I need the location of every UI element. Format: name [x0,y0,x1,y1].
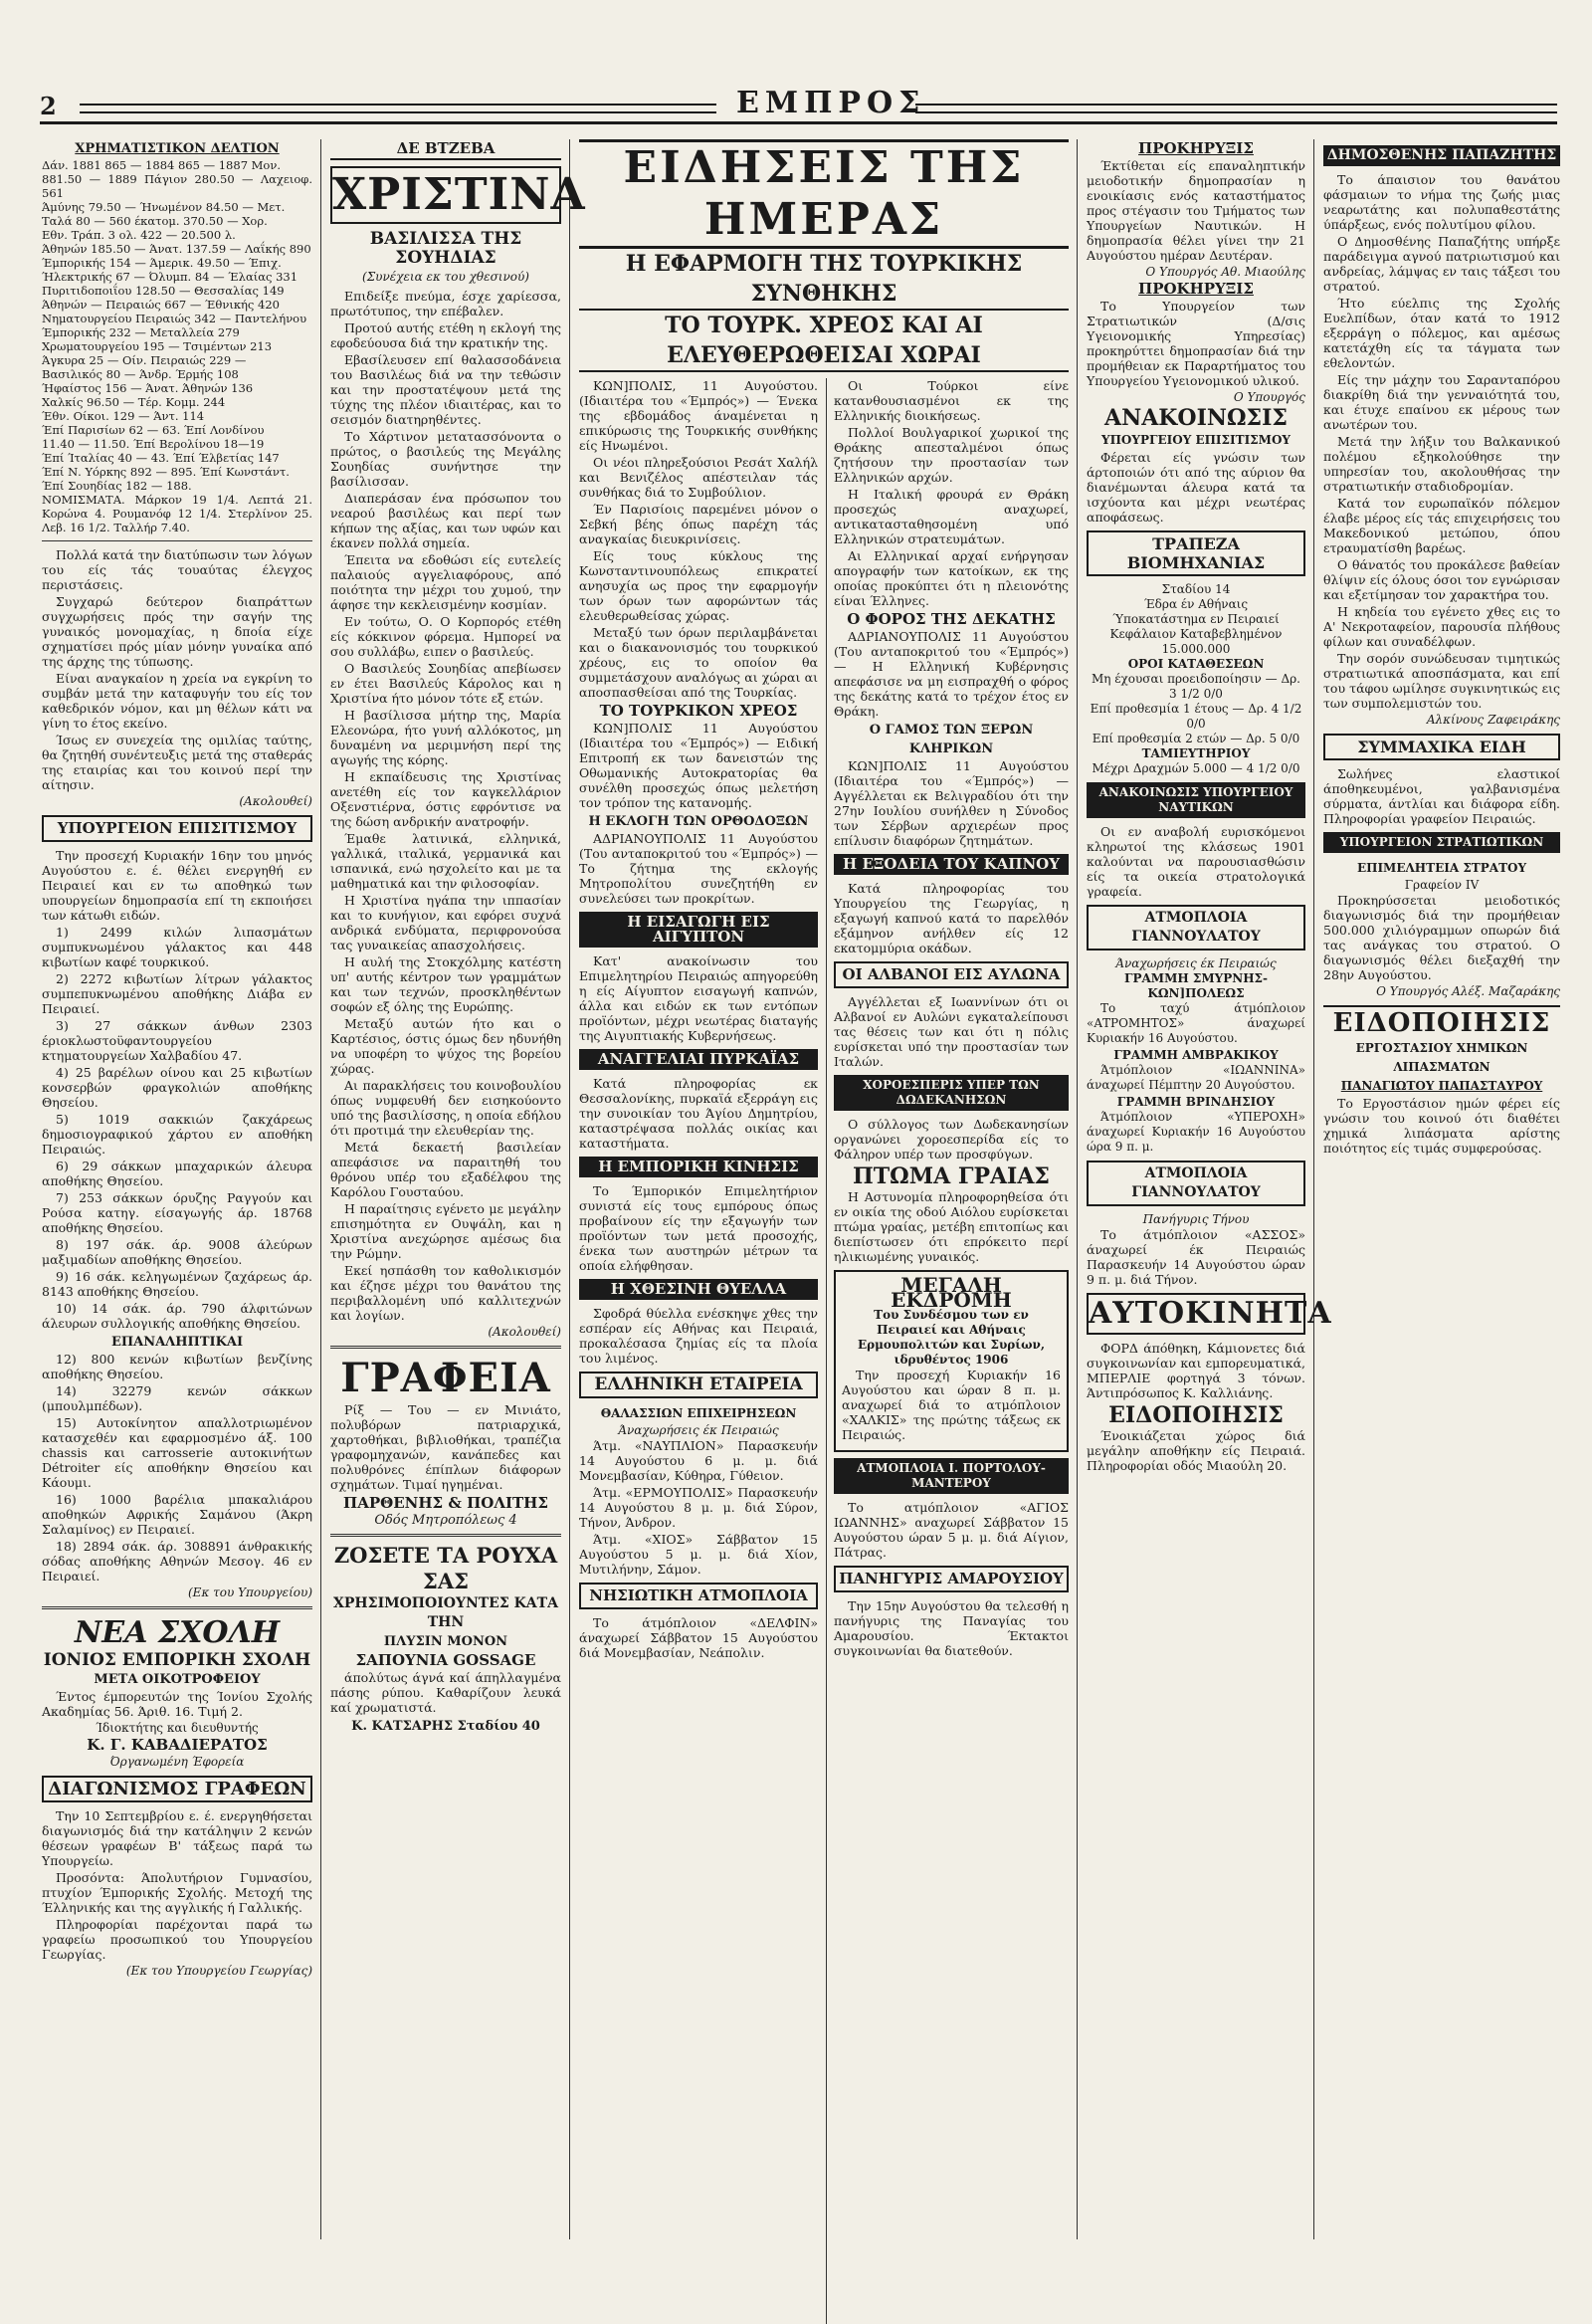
chem-title: ΕΙΔΟΠΟΙΗΣΙΣ [1323,1005,1560,1039]
cars-title: ΑΥΤΟΚΙΝΗΤΑ [1087,1293,1305,1335]
section-title: ΑΝΑΚΟΙΝΩΣΙΣ [1104,405,1288,431]
ship2-subtitle: Πανήγυρις Τήνου [1142,1212,1250,1226]
paragraph: Το ατμόπλοιον «ΑΓΙΟΣ ΙΩΑΝΝΗΣ» αναχωρεί Σάββατον 15 Αυγούστου ώραν 5 μ. μ. διά Αίγιον, Πάτρας. [834,1500,1069,1560]
school-subtitle: ΙΟΝΙΟΣ ΕΜΠΟΡΙΚΗ ΣΧΟΛΗ [43,1650,311,1670]
section-title: ΑΝΑΚΟΙΝΩΣΙΣ ΥΠΟΥΡΓΕΙΟΥ ΝΑΥΤΙΚΩΝ [1087,782,1305,818]
bank-line: Μη έχουσαι προειδοποίησιν — Δρ. 3 1/2 0/0 [1091,672,1300,701]
ship-line: ΓΡΑΜΜΗ ΒΡΙΝΔΗΣΙΟΥ [1116,1095,1276,1109]
column-divider [1077,139,1078,2239]
market-list [42,158,312,534]
paragraph: Η Χριστίνα ηγάπα την ιππασίαν και το κυνήγιον, και εφόρει συχνά ανδρικά ενδύματα, περιφρονούσα τας γυναικείας απασχολήσεις. [330,893,561,952]
paragraph: Αι παρακλήσεις του κοινοβουλίου όπως νυμφευθή δεν εισηκούοντο υπό της βασιλίσσης, η οποία εδήλου ότι προτιμά την ελευθερίαν της. [330,1078,561,1138]
column-divider [569,139,570,2239]
paragraph: Οι Τούρκοι είνε κατανθουσιασμένοι εκ της Ελληνικής διοικήσεως. [834,378,1069,423]
paragraph: 9) 16 σάκ. κεληγωμένων ζαχάρεως άρ. 8143 αποθήκης Θησείου. [42,1269,312,1299]
paragraph: Οι νέοι πληρεξούσιοι Ρεσάτ Χαλήλ και Βενιζέλος απέστειλαν τάς συνθήκας διά το Συμβούλιον. [579,455,818,500]
paragraph: Το άτμόπλοιον «ΑΣΣΟΣ» άναχωρεί έκ Πειραιώς Παρασκευήν 14 Αυγούστου ώραν 9 π. μ. διά Τήνον. [1087,1227,1305,1287]
paragraph: Ίσως εν συνεχεία της ομιλίας ταύτης, θα ζητηθή συνέντευξις μετά της σταθεράς της εταιρίας και του κοινού περί την αίτησιν. [42,733,312,792]
paragraph: Οι εν αναβολή ευρισκόμενοι κληρωτοί της κλάσεως 1901 καλούνται να παρουσιασθώσιν είς τα οικεία στρατολογικά γραφεία. [1087,824,1305,899]
section-title: ΤΡΑΠΕΖΑ ΒΙΟΜΗΧΑΝΙΑΣ [1087,530,1305,576]
paragraph: Είναι αναγκαίον η χρεία να εγκρίνη το συμβάν μετά την καταφυγήν του είς τον καθεδρικόν νόμον, και μη θέλων κάτι να γίνη το έτος εκείνο. [42,671,312,731]
section-title: Η ΕΜΠΟΡΙΚΗ ΚΙΝΗΣΙΣ [579,1157,818,1177]
paragraph: ΚΩΝ]ΠΟΛΙΣ 11 Αυγούστου (Ιδιαιτέρα του «Έμπρός») — Αγγέλλεται εκ Βελιγραδίου ότι την 27ην Ιουλίου συνήλθεν η Σύνοδος των Σέρβων αρχιερέων προς επίλυσιν διαφόρων ζητημάτων. [834,758,1069,848]
market-line: Ήφαίστος 156 — Άνατ. Άθηνών 136 [42,381,254,395]
market-line: 881.50 — 1889 Πάγιον 280.50 — Λαχειοφ. 561 [42,172,312,200]
signature: (Ακολουθεί) [488,1325,561,1339]
paragraph: Πολλά κατά την διατύπωσιν των λόγων του είς τάς τουαύτας έλεγχος περιστάσεις. [42,547,312,592]
section-title: ΧΟΡΟΕΣΠΕΡΙΣ ΥΠΕΡ ΤΩΝ ΔΩΔΕΚΑΝΗΣΩΝ [834,1075,1069,1111]
paragraph: Μετά την λήξιν του Βαλκανικού πολέμου εξηκολούθησε την υπηρεσίαν του, ακολουθήσας την στρατιωτικήν σταδιοδρομίαν. [1323,434,1560,494]
paragraph: Είς την μάχην του Σαρανταπόρου διακρίθη διά την γενναιότητά του, και έτυχε επαίνου εκ μέρους των ανωτέρων του. [1323,372,1560,432]
section-title: ΑΤΜΟΠΛΟΙΑ Ι. ΠΟΡΤΟΛΟΥ-ΜΑΝΤΕΡΟΥ [834,1458,1069,1494]
school-director: Κ. Γ. ΚΑΒΑΔΙΕΡΑΤΟΣ [87,1736,268,1754]
subcolumn-divider [826,378,827,2324]
news-left [579,378,818,2324]
section-title: ΠΑΝΗΓΥΡΙΣ ΑΜΑΡΟΥΣΙΟΥ [834,1566,1069,1592]
section-title: ΔΙΑΓΩΝΙΣΜΟΣ ΓΡΑΦΕΩΝ [42,1776,312,1802]
paragraph: Η βασίλισσα μήτηρ της, Μαρία Ελεονώρα, ήτο γυνή αλλόκοτος, μη δυναμένη να μεριμνήση περί της αγωγής της κόρης. [330,708,561,767]
market-line: Έμπορικής 232 — Μεταλλεία 279 [42,325,240,339]
paragraph: Έκτίθεται είς επαναληπτικήν μειοδοτικήν δημοπρασίαν η ενοικίασις ενός καταστήματος προς στέγασιν του Τμήματος των Υπουργείων Ναυτικών. Η δημοπρασία θέλει γίνει την 21 Αυγούστου ημέραν Δευτέραν. [1087,158,1305,263]
column-header: ΔΕ ΒΤΖΕΒΑ [330,139,561,160]
signature: (Ακολουθεί) [239,794,312,808]
paragraph: Έμαθε λατινικά, ελληνικά, γαλλικά, ιταλικά, γερμανικά και ισπανικά, ενώ ησχολείτο και με τα μαθηματικά και την φιλοσοφίαν. [330,831,561,891]
shipping-subtitle: ΘΑΛΑΣΣΙΩΝ ΕΠΙΧΕΙΡΗΣΕΩΝ [600,1406,797,1420]
paragraph: Η εκπαίδευσις της Χριστίνας ανετέθη είς τον καγκελλάριον Οξενστιέρνα, όστις εφρόντισε να της δώση ανδρικήν ανατροφήν. [330,769,561,829]
paragraph: Κατ' ανακοίνωσιν του Επιμελητηρίου Πειραιώς απηγορεύθη η είς Αίγυπτον εισαγωγή καπνών, άλλα και ειδών εκ των εντόπων προϊόντων, μέχρι νεωτέρας διαταγής της Αιγυπτιακής Κυβερνήσεως. [579,953,818,1043]
paragraph: 15) Αυτοκίνητον απαλλοτριωμένον κατασχεθέν και εφαρμοσμένο άξ. 100 chassis και carrosserie αυτοκινήτων Détroiter είς αποθήκην Θησείου και Κάουμι. [42,1415,312,1490]
announce-subtitle: ΥΠΟΥΡΓΕΙΟΥ ΕΠΙΣΙΤΙΣΜΟΥ [1101,433,1291,447]
paragraph: Το άτμόπλοιον «ΔΕΛΦΙΝ» άναχωρεί Σάββατον 15 Αυγούστου διά Μονεμβασίαν, Νεάπολιν. [579,1615,818,1660]
market-line: Νηματουργείου Πειραιώς 342 — Παντελήνου [42,312,307,325]
subsection-title: ΤΟ ΤΟΥΡΚΙΚΟΝ ΧΡΕΟΣ [599,702,798,720]
paragraph: Έπειτα να εδοθώσι είς ευτελείς παλαιούς αγγελιαφόρους, από ποιότητα την μέχρι του χυμού, την άφησε την κεκλεισμένην κοσμίαν. [330,552,561,612]
paragraph: Κατά πληροφορίας εκ Θεσσαλονίκης, πυρκαϊά εξερράγη εις την συνοικίαν του Άγίου Δημητρίου, καταστρέψασα πολλάς οικίας και καταστήματα. [579,1076,818,1151]
paragraph: 7) 253 σάκκων όρυζης Ραγγούν και Ρούσα κατηγ. είσαγωγής άρ. 18768 αποθήκης Θησείου. [42,1190,312,1235]
section-title: Η ΕΞΟΔΕΙΑ ΤΟΥ ΚΑΠΝΟΥ [834,854,1069,875]
page-number: 2 [40,92,57,120]
ship-line: Άτμόπλοιον «ΥΠΕΡΟΧΗ» άναχωρεί Κυριακήν 16 Αυγούστου ώρα 9 π. μ. [1087,1110,1305,1154]
column-2 [330,139,586,2239]
paragraph: 5) 1019 σακκιών ζακχάρεως δημοσιογραφικού χάρτου εν αποθήκη Πειραιώς. [42,1112,312,1157]
market-line: Βασιλικός 80 — Άνδρ. Έρμής 108 [42,367,239,381]
ship-line: Άναχωρήσεις έκ Πειραιώς [1115,956,1277,970]
section-title: ΕΛΛΗΝΙΚΗ ΕΤΑΙΡΕΙΑ [579,1372,818,1398]
paragraph: 4) 25 βαρέλων οίνου και 25 κιβωτίων κονσερβών φραγκολιών αποθήκης Θησείου. [42,1065,312,1110]
section-title: Η ΧΘΕΣΙΝΗ ΘΥΕΛΛΑ [579,1279,818,1300]
paragraph: 14) 32279 κενών σάκκων (μπουλμπέδων). [42,1383,312,1413]
separator [330,1346,561,1349]
story-title: ΧΡΙΣΤΙΝΑ [330,166,561,224]
market-line: Έπί Σουηδίας 182 — 188. [42,479,192,493]
paragraph: Ήτο εύελπις της Σχολής Ευελπίδων, όταν κατά το 1912 εξερράγη ο πόλεμος, και αμέσως κατετάχθη είς τα τάγματα των εθελοντών. [1323,296,1560,370]
paragraph: Την προσεχή Κυριακήν 16 Αυγούστου και ώραν 8 π. μ. αναχωρεί διά το ατμόπλοιον «ΧΑΛΚΙΣ» της πρώτης τάξεως εκ Πειραιώς. [842,1368,1061,1442]
section-title: ΥΠΟΥΡΓΕΙΟΝ ΕΠΙΣΙΤΙΣΜΟΥ [42,815,312,842]
paragraph: ΑΔΡΙΑΝΟΥΠΟΛΙΣ 11 Αυγούστου (Του ανταποκριτού του «Έμπρός») — Το ζήτημα της εκλογής Μητροπολίτου συνεζητήθη εν συνελεύσει των προκρίτων. [579,831,818,906]
section-title: ΟΙ ΑΛΒΑΝΟΙ ΕΙΣ ΑΥΛΩΝΑ [834,961,1069,988]
paragraph: Συγχαρώ δεύτερον διαπράττων συγχωρήσεις πρός την σαγήν της γυναικός μονομαχίας, η δποία είχε σχηματίσει πρός μίαν μόνην γυναίκα από της άρχης της τύπωσης. [42,594,312,669]
ship-line: Το ταχύ άτμόπλοιον «ΑΤΡΟΜΗΤΟΣ» άναχωρεί Κυριακήν 16 Αυγούστου. [1087,1001,1305,1045]
paragraph: Μεταξύ αυτών ήτο και ο Καρτέσιος, όστις όμως δεν ηδυνήθη να υποφέρη το ψύχος της βορείου χώρας. [330,1016,561,1076]
school-subtitle-2: ΜΕΤΑ ΟΙΚΟΤΡΟΦΕΙΟΥ [94,1672,261,1687]
paragraph: Έντος έμπορευτών της Ίονίου Σχολής Ακαδημίας 56. Άριθ. 16. Τιμή 2. [42,1689,312,1719]
paragraph: Μεταξύ των όρων περιλαμβάνεται και ο διακανονισμός του τουρκικού χρέους, εις το οποίον θα συμμετάσχουν αναλόγως αι χώραι αι αποσπασθείσαι από της Τουρκίας. [579,625,818,700]
paragraph: Έν Παρισίοις παρεμένει μόνον ο Σεβκή βέης όπως παρέχη τάς αναγκαίας διευκρινίσεις. [579,502,818,546]
paragraph: Σφοδρά θύελλα ενέσκηψε χθες την εσπέραν είς Αθήνας και Πειραιά, προκαλέσασα ζημίας είς τα πλοία του λιμένος. [579,1306,818,1366]
paragraph: Η αυλή της Στοκχόλμης κατέστη υπ' αυτής κέντρον των γραμμάτων και των τεχνών, προσκληθέντων σοφών εξ όλης της Ευρώπης. [330,954,561,1014]
signature: Αλκίνους Ζαφειράκης [1426,713,1560,727]
masthead [40,86,1557,124]
paragraph: Εκεί ησπάσθη τον καθολικισμόν και έζησε μέχρι του θανάτου της περιβαλλομένη υπό καλλιτεχνών και λογίων. [330,1263,561,1323]
paragraph: Το Υπουργείον των Στρατιωτικών (Δ/σις Υγειονομικής Υπηρεσίας) προκηρύττει δημοπρασίαν διά την προμήθειαν εκ Παραρτήματος του Υπουργείου Υγειονομικού υλικού. [1087,299,1305,388]
story-note: (Συνέχεια εκ του χθεσινού) [362,270,529,284]
separator [330,1534,561,1537]
chem-subtitle: ΕΡΓΟΣΤΑΣΙΟΥ ΧΗΜΙΚΩΝ ΛΙΠΑΣΜΑΤΩΝ [1355,1041,1528,1074]
paragraph: 12) 800 κενών κιβωτίων βενζίνης αποθήκης Θησείου. [42,1352,312,1381]
excursion-title: ΜΕΓΑΛΗ ΕΚΔΡΟΜΗ [891,1273,1012,1312]
market-title: ΧΡΗΜΑΤΙΣΤΙΚΟΝ ΔΕΛΤΙΟΝ [75,141,280,156]
paragraph: Την προσεχή Κυριακήν 16ην του μηνός Αυγούστου ε. έ. θέλει ενεργηθή εν Πειραιεί και εν τω αποθηκώ των υπουργείων δημοπρασία επί τη εκποιήσει των κάτωθι ειδών. [42,848,312,923]
signature: Ο Υπουργός [1233,390,1305,404]
subsection-title: ΕΠΑΝΑΛΗΠΤΙΚΑΙ [110,1335,244,1350]
paragraph: Η Αστυνομία πληροφορηθείσα ότι εν οικία της οδού Αιόλου ευρίσκεται πτώμα γραίας, μετέβη επιτοπίως και διεπίστωσεν ότι επρόκειτο περί ηλικιωμένης γυναικός. [834,1189,1069,1264]
market-line: Ταλά 80 — 560 έκατομ. 370.50 — Χορ. [42,214,268,228]
paragraph: ΑΔΡΙΑΝΟΥΠΟΛΙΣ 11 Αυγούστου (Του ανταποκριτού του «Έμπρός») — Η Ελληνική Κυβέρνησις απεφάσισε να μη εισπραχθή ο φόρος της δεκάτης κατά το τρέχον έτος εν Θράκη. [834,629,1069,719]
school-director-label: Ίδιοκτήτης και διευθυντής [96,1721,259,1735]
subsection-title: Η ΕΚΛΟΓΗ ΤΩΝ ΟΡΘΟΔΟΞΩΝ [588,814,809,829]
column-1 [42,139,312,2239]
market-line: Άμύνης 79.50 — Ήνωμένον 84.50 — Μετ. [42,200,286,214]
army-subtitle: ΕΠΙΜΕΛΗΤΕΙΑ ΣΤΡΑΤΟΥ [1356,861,1527,875]
paragraph: Το Εργοστάσιον ημών φέρει είς γνώσιν του κοινού ότι διαθέτει χημικά λιπάσματα αρίστης ποιότητος είς τιμάς συμφερούσας. [1323,1096,1560,1156]
paragraph: Την 10 Σεπτεμβρίου ε. έ. ενεργηθήσεται διαγωνισμός διά την κατάληψιν 2 κενών θέσεων γραφέων Β' τάξεως παρά τω Υπουργείω. [42,1808,312,1868]
soap-title: ΖΟΣΕΤΕ ΤΑ ΡΟΥΧΑ ΣΑΣ [333,1543,558,1593]
market-line: Άγκυρα 25 — Οίν. Πειραιώς 229 — [42,353,247,367]
paragraph: Ο Βασιλεύς Σουηδίας απεβίωσεν εν έτει Βασιλεύς Κάρολος και η Χριστίνα ήτο μόνον τότε εξ ετών. [330,661,561,706]
column-5 [1323,139,1560,2239]
paragraph: 6) 29 σάκκων μπαχαρικών άλευρα αποθήκης Θησείου. [42,1159,312,1188]
headline-1: Η ΕΦΑΡΜΟΓΗ ΤΗΣ ΤΟΥΡΚΙΚΗΣ ΣΥΝΘΗΚΗΣ [579,249,1069,311]
paragraph: 10) 14 σάκ. άρ. 790 άλφιτώνων άλευρων συλλογικής αποθήκης Θησείου. [42,1301,312,1331]
paragraph: 1) 2499 κιλών λιπασμάτων συμπυκνωμένου γάλακτος και 448 κιβωτίων καφέ τουρκικού. [42,925,312,969]
market-line: Ήλεκτρικής 67 — Όλυμπ. 84 — Έλαίας 331 [42,270,298,284]
paragraph: 16) 1000 βαρέλια μπακαλιάρου αποθηκών Αφρικής Σαμάνου (Άκρη Σαλαμίνος) εν Πειραιεί. [42,1492,312,1537]
market-line: Δάν. 1881 865 — 1884 865 — 1887 Μον. [42,158,282,172]
market-line: Εθν. Τράπ. 3 ολ. 422 — 20.500 λ. [42,228,236,242]
paragraph: ΦΟΡΔ άπόθηκη, Κάμιονετες διά συγκοινωνίαν και εμπορευματικά, ΜΠΕΡΛΙΕ φορτηγά 3 τόνων. Άντιπρόσωπος Κ. Καλλιάνης. [1087,1341,1305,1400]
signature: (Εκ του Υπουργείου Γεωργίας) [125,1964,312,1978]
section-title: ΣΥΜΜΑΧΙΚΑ ΕΙΔΗ [1323,734,1560,760]
paragraph: ΚΩΝ]ΠΟΛΙΣ 11 Αυγούστου (Ιδιαιτέρα του «Έμπρός») — Ειδική Επιτροπή εκ των δανειστών της Οθωμανικής Αυτοκρατορίας θα συνέλθη προσεχώς όπως μελετήση τον τρόπον της κατανομής. [579,721,818,810]
market-line: Χαλκίς 96.50 — Τέρ. Κομμ. 244 [42,395,226,409]
paragraph: άπολύτως άγνά καί άπηλλαγμένα πάσης ρύπου. Καθαρίζουν λευκά καί χρωματιστά. [330,1670,561,1715]
section-title: ΠΡΟΚΗΡΥΞΙΣ [1138,280,1254,298]
soap-subtitle-2: ΠΛΥΣΙΝ ΜΟΝΟΝ [383,1634,508,1649]
soap-subtitle: ΧΡΗΣΙΜΟΠΟΙΟΥΝΤΕΣ ΚΑΤΑ ΤΗΝ [333,1595,558,1630]
ship-line: ΓΡΑΜΜΗ ΣΜΥΡΝΗΣ-ΚΩΝ]ΠΟΛΕΩΣ [1123,971,1269,1000]
paragraph: 2) 2272 κιβωτίων λίτρων γάλακτος συμπεπυκνωμένου αποθήκης Διάβα εν Πειραιεί. [42,971,312,1016]
news-subcolumns [579,378,1069,2324]
market-line: Έθν. Οίκοι. 129 — Άντ. 114 [42,409,205,423]
paragraph: Φέρεται είς γνώσιν των άρτοποιών ότι από της αύριον θα διανέμωνται άλευρα κατά τα ισχύοντα και μέχρι νεωτέρας αποφάσεως. [1087,450,1305,525]
bank-line: Σταδίου 14 [1161,582,1231,596]
bank-terms [1087,582,1305,776]
news-banner [579,139,1069,372]
paragraph: Κατά τον ευρωπαϊκόν πόλεμον έλαβε μέρος είς τάς επιχειρήσεις του Μακεδονικού μετώπου, όπου ετραυματίσθη βαρέως. [1323,496,1560,555]
ship-line: ΓΡΑΜΜΗ ΑΜΒΡΑΚΙΚΟΥ [1113,1048,1279,1062]
paragraph: Εβασίλευσεν επί θαλασσοδάνεια του Βασιλέως διά να την τεθώσιν και την προστατέψουν μετά της τύχης της πλέον ιδιαιτέρας, και το σεισμόν διατηρηθέντες. [330,352,561,427]
market-line: Άθηνών 185.50 — Άνατ. 137.59 — Λαΐκής 890 [42,242,311,256]
section-title: ΑΤΜΟΠΛΟΙΑ ΓΙΑΝΝΟΥΛΑΤΟΥ [1087,905,1305,951]
signature: Ο Υπουργός Αθ. Μιαούλης [1145,265,1305,279]
market-line: Έπί Παρισίων 62 — 63. Έπί Λονδίνου [42,423,265,437]
shipping-line: Άτμ. «ΝΑΥΠΛΙΟΝ» Παρασκευήν 14 Αυγούστου 6 μ. μ. διά Μονεμβασίαν, Κύθηρα, Γύθειον. [579,1438,818,1483]
subsection-title: Ο ΓΑΜΟΣ ΤΩΝ ΞΕΡΩΝ ΚΛΗΡΙΚΩΝ [869,723,1034,756]
paragraph: Αι Ελληνικαί αρχαί ενήργησαν απογραφήν των κατοίκων, εκ της οποίας προκύπτει ότι η πλειονότης είναι Έλληνες. [834,548,1069,608]
section-title: Η ΕΙΣΑΓΩΓΗ ΕΙΣ ΑΙΓΥΠΤΟΝ [579,912,818,948]
paragraph: Την 15ην Αυγούστου θα τελεσθή η πανήγυρις της Παναγίας του Αμαρουσίου. Έκτακτοι συγκοινωνίαι θα διατεθούν. [834,1598,1069,1658]
paragraph: Εν τούτω, Ο. Ο Κορπορός ετέθη είς κόκκινον φόρεμα. Ημπορεί να σου συλλάβω, ειπεν ο βασιλεύς. [330,614,561,659]
excursion-box [834,1270,1069,1452]
shipping-line: Άτμ. «ΧΙΟΣ» Σάββατον 15 Αυγούστου 5 μ. μ. διά Χίον, Μυτιλήνην, Σάμον. [579,1532,818,1577]
obituary-title: ΔΗΜΟΣΘΕΝΗΣ ΠΑΠΑΖΗΤΗΣ [1323,145,1560,166]
separator [42,1606,312,1609]
paragraph: Η Ιταλική φρουρά εν Θράκη προσεχώς αναχωρεί, αντικατασταθησομένη υπό Ελληνικών στρατευμάτων. [834,487,1069,546]
market-line: Άθηνών — Πειραιώς 667 — Έθνικής 420 [42,298,280,312]
masthead-rule-right [915,104,1557,113]
paragraph: Ένοικιάζεται χώρος διά μεγάλην αποθήκην είς Πειραιά. Πληροφορίαι οδός Μιαούλη 20. [1087,1428,1305,1473]
army-subtitle-2: Γραφείον IV [1404,878,1480,892]
paragraph: Προκηρύσσεται μειοδοτικός διαγωνισμός διά την προμήθειαν 500.000 χιλιόγραμμων οπωρών διά τας ανάγκας του στρατού. Ο διαγωνισμός θέλει διεξαχθή την 28ην Αυγούστου. [1323,893,1560,982]
bank-line: ΤΑΜΙΕΥΤΗΡΙΟΥ [1141,746,1251,760]
shipping-line: Άναχωρήσεις έκ Πειραιώς [618,1423,779,1437]
paragraph: Το άπαισιον του θανάτου φάσμαιων το νήμα της ζωής μιας νεαρωτάτης και πολυπαθεστάτης ύπάρξεως, ενός πολυτίμου φίλου. [1323,172,1560,232]
column-divider [1313,139,1314,2239]
separator [42,540,312,541]
paper-name: ΕΜΠΡΟΣ [736,86,926,120]
signature: (Εκ του Υπουργείου) [188,1585,312,1599]
paragraph: Την σορόν συνώδευσαν τιμητικώς στρατιωτικά αποσπάσματα, και επί του τάφου ωμίλησε συγκινητικώς εις των συμπολεμιστών του. [1323,651,1560,711]
section-title: ΠΡΟΚΗΡΥΞΙΣ [1138,139,1254,157]
paragraph: Η κηδεία του εγένετο χθες εις το Α' Νεκροταφείον, παρουσία πλήθους φίλων και συναδέλφων. [1323,604,1560,649]
excursion-subtitle: Του Συνδέσμου των εν Πειραιεί και Αθήναις Ερμουπολιτών και Συρίων, ιδρυθέντος 1906 [858,1308,1045,1367]
bank-line: Επί προθεσμία 2 ετών — Δρ. 5 0/0 [1092,732,1300,745]
paragraph: Σωλήνες ελαστικοί άποθηκευμένοι, γαλβανισμένα σύρματα, άντλίαι και διάφορα είδη. Πληροφορίαι γραφείον Πειραιώς. [1323,766,1560,826]
paragraph: Επιδείξε πνεύμα, έσχε χαρίεσσα, πρωτότυπος, την επέβαλεν. [330,289,561,318]
section-title: ΠΤΩΜΑ ΓΡΑΙΑΣ [853,1163,1050,1189]
market-line: 11.40 — 11.50. Έπί Βερολίνου 18—19 [42,437,265,451]
paragraph: 8) 197 σάκ. άρ. 9008 άλεύρων μαξιμαδίων αποθήκης Θησείου. [42,1237,312,1267]
market-line: Έπί Ίταλίας 40 — 43. Έπί Έλβετίας 147 [42,451,280,465]
market-line: Έπί Ν. Υόρκης 892 — 895. Έπί Κωνστάντ. [42,465,290,479]
paragraph: Αγγέλλεται εξ Ιωαννίνων ότι οι Αλβανοί εν Αυλώνι εγκαταλείπουσι τας θέσεις των και ότι η πόλις ευρίσκεται υπό την προστασίαν των Ιταλών. [834,994,1069,1069]
paragraph: Προτού αυτής ετέθη η εκλογή της εφοδεύουσα διά την κρατικήν της. [330,320,561,350]
paragraph: Ρίξ — Του — εν Μινιάτο, πολυβόρων πατριαρχικά, χαρτοθήκαι, βιβλιοθήκαι, τραπέζια γραφομηχανών, κανάπεδες και πολυθρόνες έπίπλων διάφορων σχημάτων. Τιμαί ηγημέναι. [330,1402,561,1492]
ship1-lines [1087,956,1305,1155]
paragraph: Ο Δημοσθένης Παπαζήτης υπήρξε παράδειγμα αγνού πατριωτισμού και ανδρείας, λάμψας εν ταις τάξεσι του στρατού. [1323,234,1560,294]
section-title: ΑΤΜΟΠΛΟΙΑ ΓΙΑΝΝΟΥΛΑΤΟΥ [1087,1161,1305,1206]
section-title: ΕΙΔΟΠΟΙΗΣΙΣ [1108,1402,1284,1428]
paragraph: ΚΩΝ]ΠΟΛΙΣ, 11 Αυγούστου. (Ιδιαιτέρα του «Έμπρός») — Ένεκα της εβδομάδος άναμένεται η επικύρωσις της Τουρκικής συνθήκης είς Ηνωμένοι. [579,378,818,453]
offices-address: Οδός Μητροπόλεως 4 [374,1513,517,1528]
story-subtitle: ΒΑΣΙΛΙΣΣΑ ΤΗΣ ΣΟΥΗΔΙΑΣ [369,229,522,268]
offices-title: ΓΡΑΦΕΙΑ [340,1355,551,1401]
bank-line: Κεφάλαιον Καταβεβλημένον 15.000.000 [1109,627,1283,656]
column-3 [579,139,1069,2239]
bank-line: Έδρα έν Αθήναις [1143,597,1249,611]
market-line: Πυριτιδοποιΐου 128.50 — Θεσσαλίας 149 [42,284,285,298]
paragraph: Το Χάρτινον μετατασσόνοντα ο πρώτος, ο βασιλεύς της Μεγάλης Σουηδίας συνήντησε την βασίλισσαν. [330,429,561,489]
headline-2: ΤΟ ΤΟΥΡΚ. ΧΡΕΟΣ ΚΑΙ ΑΙ ΕΛΕΥΘΕΡΩΘΕΙΣΑΙ ΧΩΡΑΙ [579,311,1069,372]
paragraph: 3) 27 σάκκων άνθων 2303 έριοκλωστοϋφαντουργείου κτηματουργείων Χαλβαδίου 47. [42,1018,312,1063]
soap-brand: ΣΑΠΟΥΝΙΑ GOSSAGE [355,1651,536,1669]
paragraph: Η παραίτησις εγένετο με μεγάλην επισημότητα εν Ουψάλη, και η Χριστίνα ανεχώρησε αμέσως δια την Ρώμην. [330,1201,561,1261]
bank-line: Ύποκατάστημα εν Πειραιεί [1112,612,1280,626]
bank-line: Μέχρι Δραχμών 5.000 — 4 1/2 0/0 [1092,761,1300,775]
shipping-line: Άτμ. «ΕΡΜΟΥΠΟΛΙΣ» Παρασκευήν 14 Αυγούστου 8 μ. μ. διά Σύρον, Τήνον, Άνδρον. [579,1485,818,1530]
subsection-title: Ο ΦΟΡΟΣ ΤΗΣ ΔΕΚΑΤΗΣ [847,610,1056,628]
news-right [834,378,1069,2324]
paragraph: Ο σύλλογος των Δωδεκανησίων οργανώνει χοροεσπερίδα είς το Φάληρον υπέρ των προσφύγων. [834,1117,1069,1162]
signature: Ο Υπουργός Αλέξ. Μαζαράκης [1376,984,1560,998]
paragraph: Πολλοί Βουλγαρικοί χωρικοί της Θράκης απεσταλμένοι όπως ζητήσουν την προστασίαν των Ελληνικών αρχών. [834,425,1069,485]
paragraph: Κατά πληροφορίας του Υπουργείου της Γεωργίας, η εξαγωγή καπνού κατά το παρελθόν εξάμηνον ανήλθεν είς 12 εκατομμύρια οκάδων. [834,881,1069,955]
paragraph: Πληροφορίαι παρέχονται παρά τω γραφείω προσωπικού του Υπουργείου Γεωργίας. [42,1917,312,1962]
ship-line: Άτμόπλοιον «ΙΩΑΝΝΙΝΑ» άναχωρεί Πέμπτην 20 Αυγούστου. [1087,1063,1305,1092]
market-line: Χρωματουργείου 195 — Τσιμέντων 213 [42,339,273,353]
paragraph: Το Έμπορικόν Επιμελητήριον συνιστά είς τους εμπόρους όπως προβαίνουν είς την εξαγωγήν των προϊόντων των μετά προσοχής, ένεκα των αυστηρών μέτρων τα οποία ελήφθησαν. [579,1183,818,1273]
bank-line: ΟΡΟΙ ΚΑΤΑΘΕΣΕΩΝ [1127,657,1265,671]
market-coins: ΝΟΜΙΣΜΑΤΑ. Μάρκον 19 1/4. Λεπτά 21. Κορώνα 4. Ρουμανόφ 12 1/4. Στερλίνον 25. Λεβ. 16 1/2. Ταλλήρ 7.40. [42,493,312,534]
bank-line: Επί προθεσμία 1 έτους — Δρ. 4 1/2 0/0 [1090,702,1302,731]
masthead-rule-left [80,104,716,113]
section-title: ΝΗΣΙΩΤΙΚΗ ΑΤΜΟΠΛΟΙΑ [579,1583,818,1609]
news-banner-title: ΕΙΔΗΣΕΙΣ ΤΗΣ ΗΜΕΡΑΣ [579,139,1069,249]
paragraph: Ο θάνατός του προκάλεσε βαθείαν θλίψιν είς όλους όσοι τον εγνώρισαν και εξετίμησαν τον χαρακτήρα του. [1323,557,1560,602]
paragraph: Διαπεράσαν ένα πρόσωπον του νεαρού βασιλέως και περί των κήπων της αξίας, και των υφών και έκανεν πολλά σημεία. [330,491,561,550]
school-title: ΝΕΑ ΣΧΟΛΗ [74,1615,281,1650]
paragraph: Μετά δεκαετή βασιλείαν απεφάσισε να παραιτηθή του θρόνου υπέρ του εξαδέλφου της Καρόλου Γουσταύου. [330,1140,561,1199]
chem-subtitle-2: ΠΑΝΑΓΙΩΤΟΥ ΠΑΠΑΣΤΑΥΡΟΥ [1340,1079,1543,1093]
school-note: Όργανωμένη Έφορεία [109,1755,245,1769]
paragraph: Προσόντα: Άπολυτήριον Γυμνασίου, πτυχίον Έμπορικής Σχολής. Μετοχή της Έλληνικής και της αγγλικής ή Γαλλικής. [42,1870,312,1915]
soap-shop: Κ. ΚΑΤΣΑΡΗΣ Σταδίου 40 [351,1719,540,1734]
market-line: Έμπορικής 154 — Άμερικ. 49.50 — Έπιχ. [42,256,282,270]
paragraph: 18) 2894 σάκ. άρ. 308891 άνθρακικής σόδας αποθήκης Αθηνών Μεσογ. 46 εν Πειραιεί. [42,1539,312,1584]
offices-shop: ΠΑΡΘΕΝΗΣ & ΠΟΛΙΤΗΣ [343,1494,548,1512]
column-4 [1087,139,1332,2239]
section-title: ΥΠΟΥΡΓΕΙΟΝ ΣΤΡΑΤΙΩΤΙΚΩΝ [1323,832,1560,853]
column-divider [320,139,321,2239]
section-title: ΑΝΑΓΓΕΛΙΑΙ ΠΥΡΚΑΪΑΣ [579,1049,818,1070]
paragraph: Είς τους κύκλους της Κωνσταντινουπόλεως επικρατεί ανησυχία ως προς την εφαρμογήν των όρων των αφορώντων τάς ελευθερωθείσας χώρας. [579,548,818,623]
